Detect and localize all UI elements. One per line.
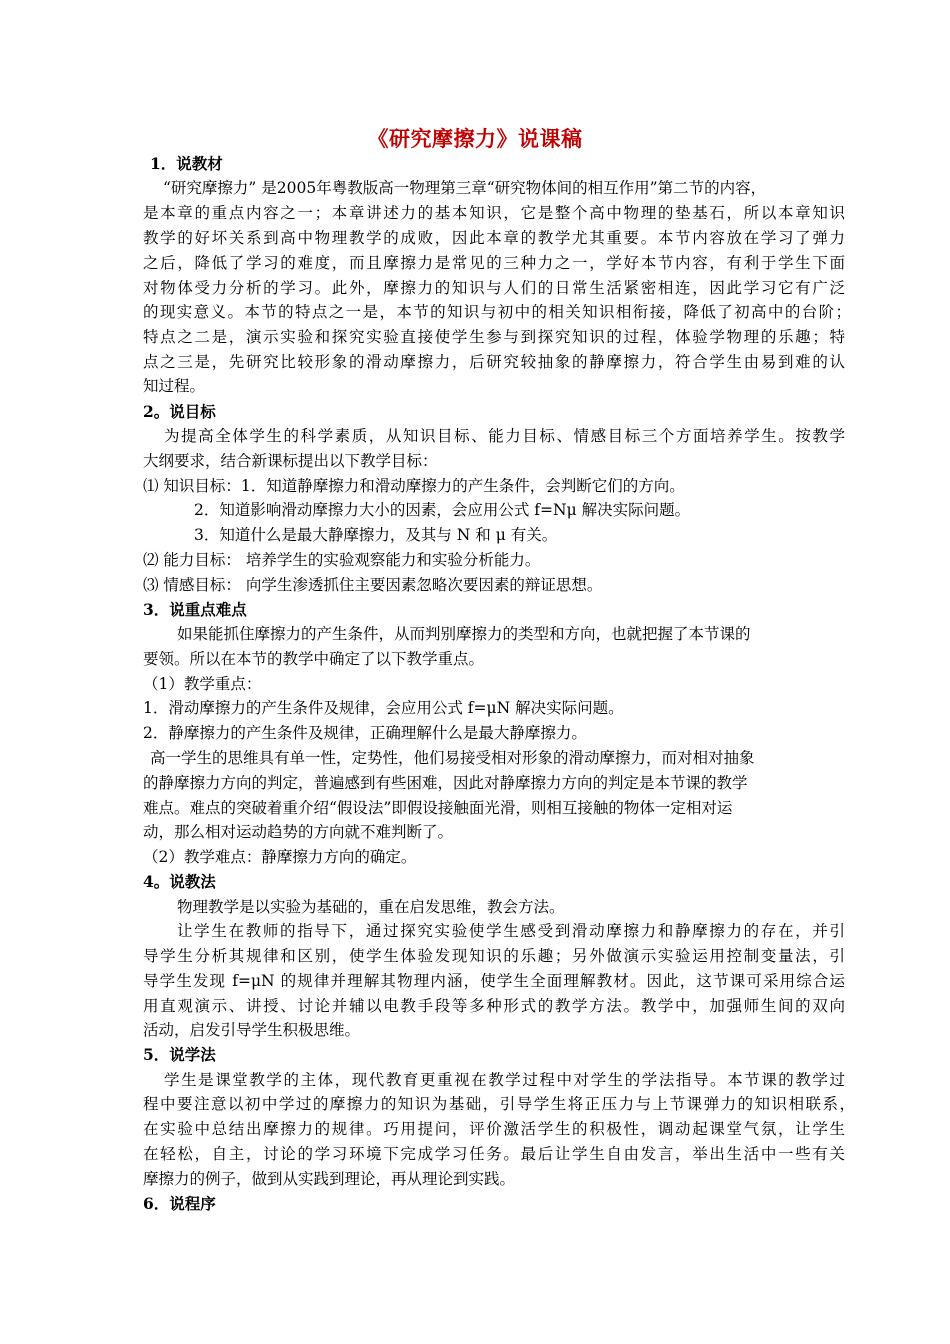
section-heading: 6．说程序: [143, 1194, 216, 1213]
body-text-line: （2）教学难点：静摩擦力方向的确定。: [143, 848, 417, 866]
section-heading: 1．说教材: [150, 154, 223, 173]
body-text-line: 导学生分析其规律和区别，使学生体验发现知识的乐趣；另外做演示实验运用控制变量法，引: [143, 947, 845, 965]
body-text-line: （1）教学重点：: [143, 675, 262, 693]
section-heading: 5．说学法: [143, 1045, 216, 1064]
body-text-line: 大纲要求，结合新课标提出以下教学目标：: [143, 452, 438, 470]
body-text-line: 的现实意义。本节的特点之一是，本节的知识与初中的相关知识相衔接，降低了初高中的台阶；: [143, 303, 851, 321]
body-text-line: 让学生在教师的指导下，通过探究实验使学生感受到滑动摩擦力和静摩擦力的存在，并引: [177, 922, 845, 940]
body-text-line: 动，那么相对运动趋势的方向就不难判断了。: [143, 823, 454, 841]
section-heading: 2。说目标: [143, 402, 216, 421]
section-heading: 3．说重点难点: [143, 600, 247, 619]
body-text-line: 导学生发现 f=μN 的规律并理解其物理内涵，使学生全面理解教材。因此，这节课可采用综合运: [143, 972, 845, 990]
body-text-line: 2．知道影响滑动摩擦力大小的因素，会应用公式 f=Nμ 解决实际问题。: [194, 501, 691, 519]
body-text-line: 教学的好坏关系到高中物理教学的成败，因此本章的教学尤其重要。本节内容放在学习了弹力: [143, 229, 845, 247]
body-text-line: 在轻松，自主，讨论的学习环境下完成学习任务。最后让学生自由发言，举出生活中一些有关: [143, 1145, 845, 1163]
body-text-line: 用直观演示、讲授、讨论并辅以电教手段等多种形式的教学方法。教学中，加强师生间的双向: [143, 997, 845, 1015]
body-text-line: 的静摩擦力方向的判定，普遍感到有些困难，因此对静摩擦力方向的判定是本节课的教学: [143, 774, 748, 792]
body-text-line: 2．静摩擦力的产生条件及规律，正确理解什么是最大静摩擦力。: [143, 724, 587, 742]
body-text-line: 知过程。: [143, 377, 206, 395]
document-title: 《研究摩擦力》说课稿: [367, 126, 583, 151]
body-text-line: 摩擦力的例子，做到从实践到理论，再从理论到实践。: [143, 1170, 516, 1188]
body-text-line: 在实验中总结出摩擦力的规律。巧用提问，评价激活学生的积极性，调动起课堂气氛，让学生: [143, 1120, 845, 1138]
body-text-line: ⑴ 知识目标：1．知道静摩擦力和滑动摩擦力的产生条件，会判断它们的方向。: [143, 477, 685, 495]
body-text-line: 学生是课堂教学的主体，现代教育更重视在教学过程中对学生的学法指导。本节课的教学过: [164, 1071, 845, 1089]
body-text-line: 为提高全体学生的科学素质，从知识目标、能力目标、情感目标三个方面培养学生。按教学: [164, 427, 845, 445]
body-text-line: 要领。所以在本节的教学中确定了以下教学重点。: [143, 650, 485, 668]
body-text-line: ⑶ 情感目标： 向学生渗透抓住主要因素忽略次要因素的辩证思想。: [143, 576, 603, 594]
body-text-line: 点之三是，先研究比较形象的滑动摩擦力，后研究较抽象的静摩擦力，符合学生由易到难的认: [143, 353, 845, 371]
section-heading: 4。说教法: [143, 872, 216, 891]
body-text-line: 之后，降低了学习的难度，而且摩擦力是常见的三种力之一，学好本节内容，有利于学生下面: [143, 254, 845, 272]
body-text-line: ⑵ 能力目标： 培养学生的实验观察能力和实验分析能力。: [143, 551, 541, 569]
body-text-line: 物理教学是以实验为基础的，重在启发思维，教会方法。: [177, 898, 565, 916]
body-text-line: 如果能抓住摩擦力的产生条件，从而判别摩擦力的类型和方向，也就把握了本节课的: [177, 625, 751, 643]
body-text-line: 1．滑动摩擦力的产生条件及规律，会应用公式 f=μN 解决实际问题。: [143, 699, 624, 717]
body-text-line: 高一学生的思维具有单一性，定势性，他们易接受相对形象的滑动摩擦力，而对相对抽象: [150, 749, 755, 767]
body-text-line: “研究摩擦力” 是2005年粤教版高一物理第三章“研究物体间的相互作用”第二节的内容，: [163, 179, 767, 197]
body-text-line: 3．知道什么是最大静摩擦力，及其与 N 和 μ 有关。: [194, 526, 558, 544]
body-text-line: 活动，启发引导学生积极思维。: [143, 1021, 361, 1039]
body-text-line: 难点。难点的突破着重介绍“假设法”即假设接触面光滑，则相互接触的物体一定相对运: [143, 799, 733, 817]
body-text-line: 是本章的重点内容之一；本章讲述力的基本知识，它是整个高中物理的垫基石，所以本章知识: [143, 204, 845, 222]
body-text-line: 特点之二是，演示实验和探究实验直接使学生参与到探究知识的过程，体验学物理的乐趣；特: [143, 328, 845, 346]
body-text-line: 对物体受力分析的学习。此外，摩擦力的知识与人们的日常生活紧密相连，因此学习它有广泛: [143, 279, 845, 297]
body-text-line: 程中要注意以初中学过的摩擦力的知识为基础，引导学生将正压力与上节课弹力的知识相联系，: [143, 1095, 855, 1113]
